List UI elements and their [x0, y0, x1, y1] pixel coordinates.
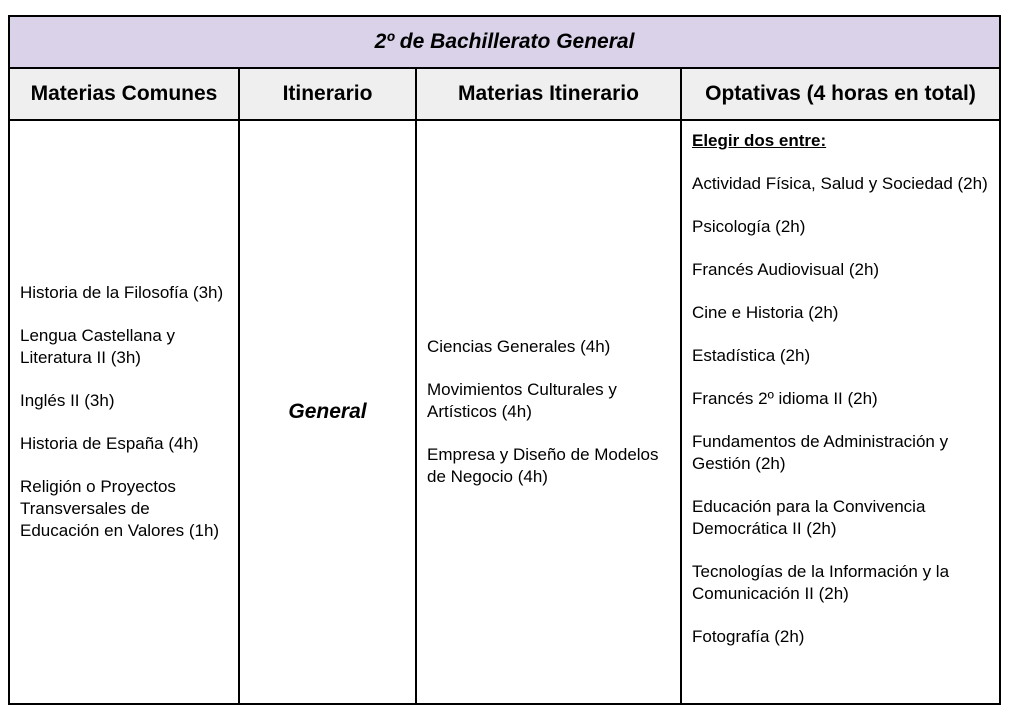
optativa-item: Actividad Física, Salud y Sociedad (2h) [692, 174, 988, 193]
header-itinerario: Itinerario [239, 68, 416, 120]
comunes-cell [9, 120, 239, 704]
optativa-item: Fotografía (2h) [692, 627, 805, 646]
header-optativas: Optativas (4 horas en total) [681, 68, 1000, 120]
comunes-item: Historia de España (4h) [20, 434, 199, 453]
content-row [9, 120, 1000, 704]
bachillerato-table [8, 15, 1001, 705]
optativas-heading: Elegir dos entre: [692, 131, 827, 150]
materia-itinerario-item: Ciencias Generales (4h) [427, 337, 611, 356]
title-row [9, 16, 1000, 68]
header-materias-comunes: Materias Comunes [9, 68, 239, 120]
itinerario-name: General [288, 400, 367, 423]
table-title: 2º de Bachillerato General [9, 16, 1000, 68]
comunes-item: Inglés II (3h) [20, 391, 115, 410]
optativa-item: Francés 2º idioma II (2h) [692, 389, 878, 408]
optativa-item: Estadística (2h) [692, 346, 811, 365]
optativa-item: Cine e Historia (2h) [692, 303, 839, 322]
optativa-item: Educación para la Convivencia Democrática II (2h) [692, 497, 926, 538]
header-row [9, 68, 1000, 120]
optativas-cell [681, 120, 1000, 704]
materias-itinerario-cell [416, 120, 681, 704]
comunes-item: Religión o Proyectos Transversales de Educación en Valores (1h) [20, 477, 220, 540]
header-materias-itinerario: Materias Itinerario [416, 68, 681, 120]
comunes-item: Historia de la Filosofía (3h) [20, 283, 224, 302]
optativa-item: Psicología (2h) [692, 217, 806, 236]
optativa-item: Tecnologías de la Información y la Comunicación II (2h) [692, 562, 950, 603]
itinerario-cell [239, 120, 416, 704]
comunes-item: Lengua Castellana y Literatura II (3h) [20, 326, 176, 367]
optativa-item: Francés Audiovisual (2h) [692, 260, 880, 279]
materia-itinerario-item: Movimientos Culturales y Artísticos (4h) [427, 380, 617, 421]
materia-itinerario-item: Empresa y Diseño de Modelos de Negocio (4h) [427, 445, 659, 486]
optativa-item: Fundamentos de Administración y Gestión (2h) [692, 432, 949, 473]
